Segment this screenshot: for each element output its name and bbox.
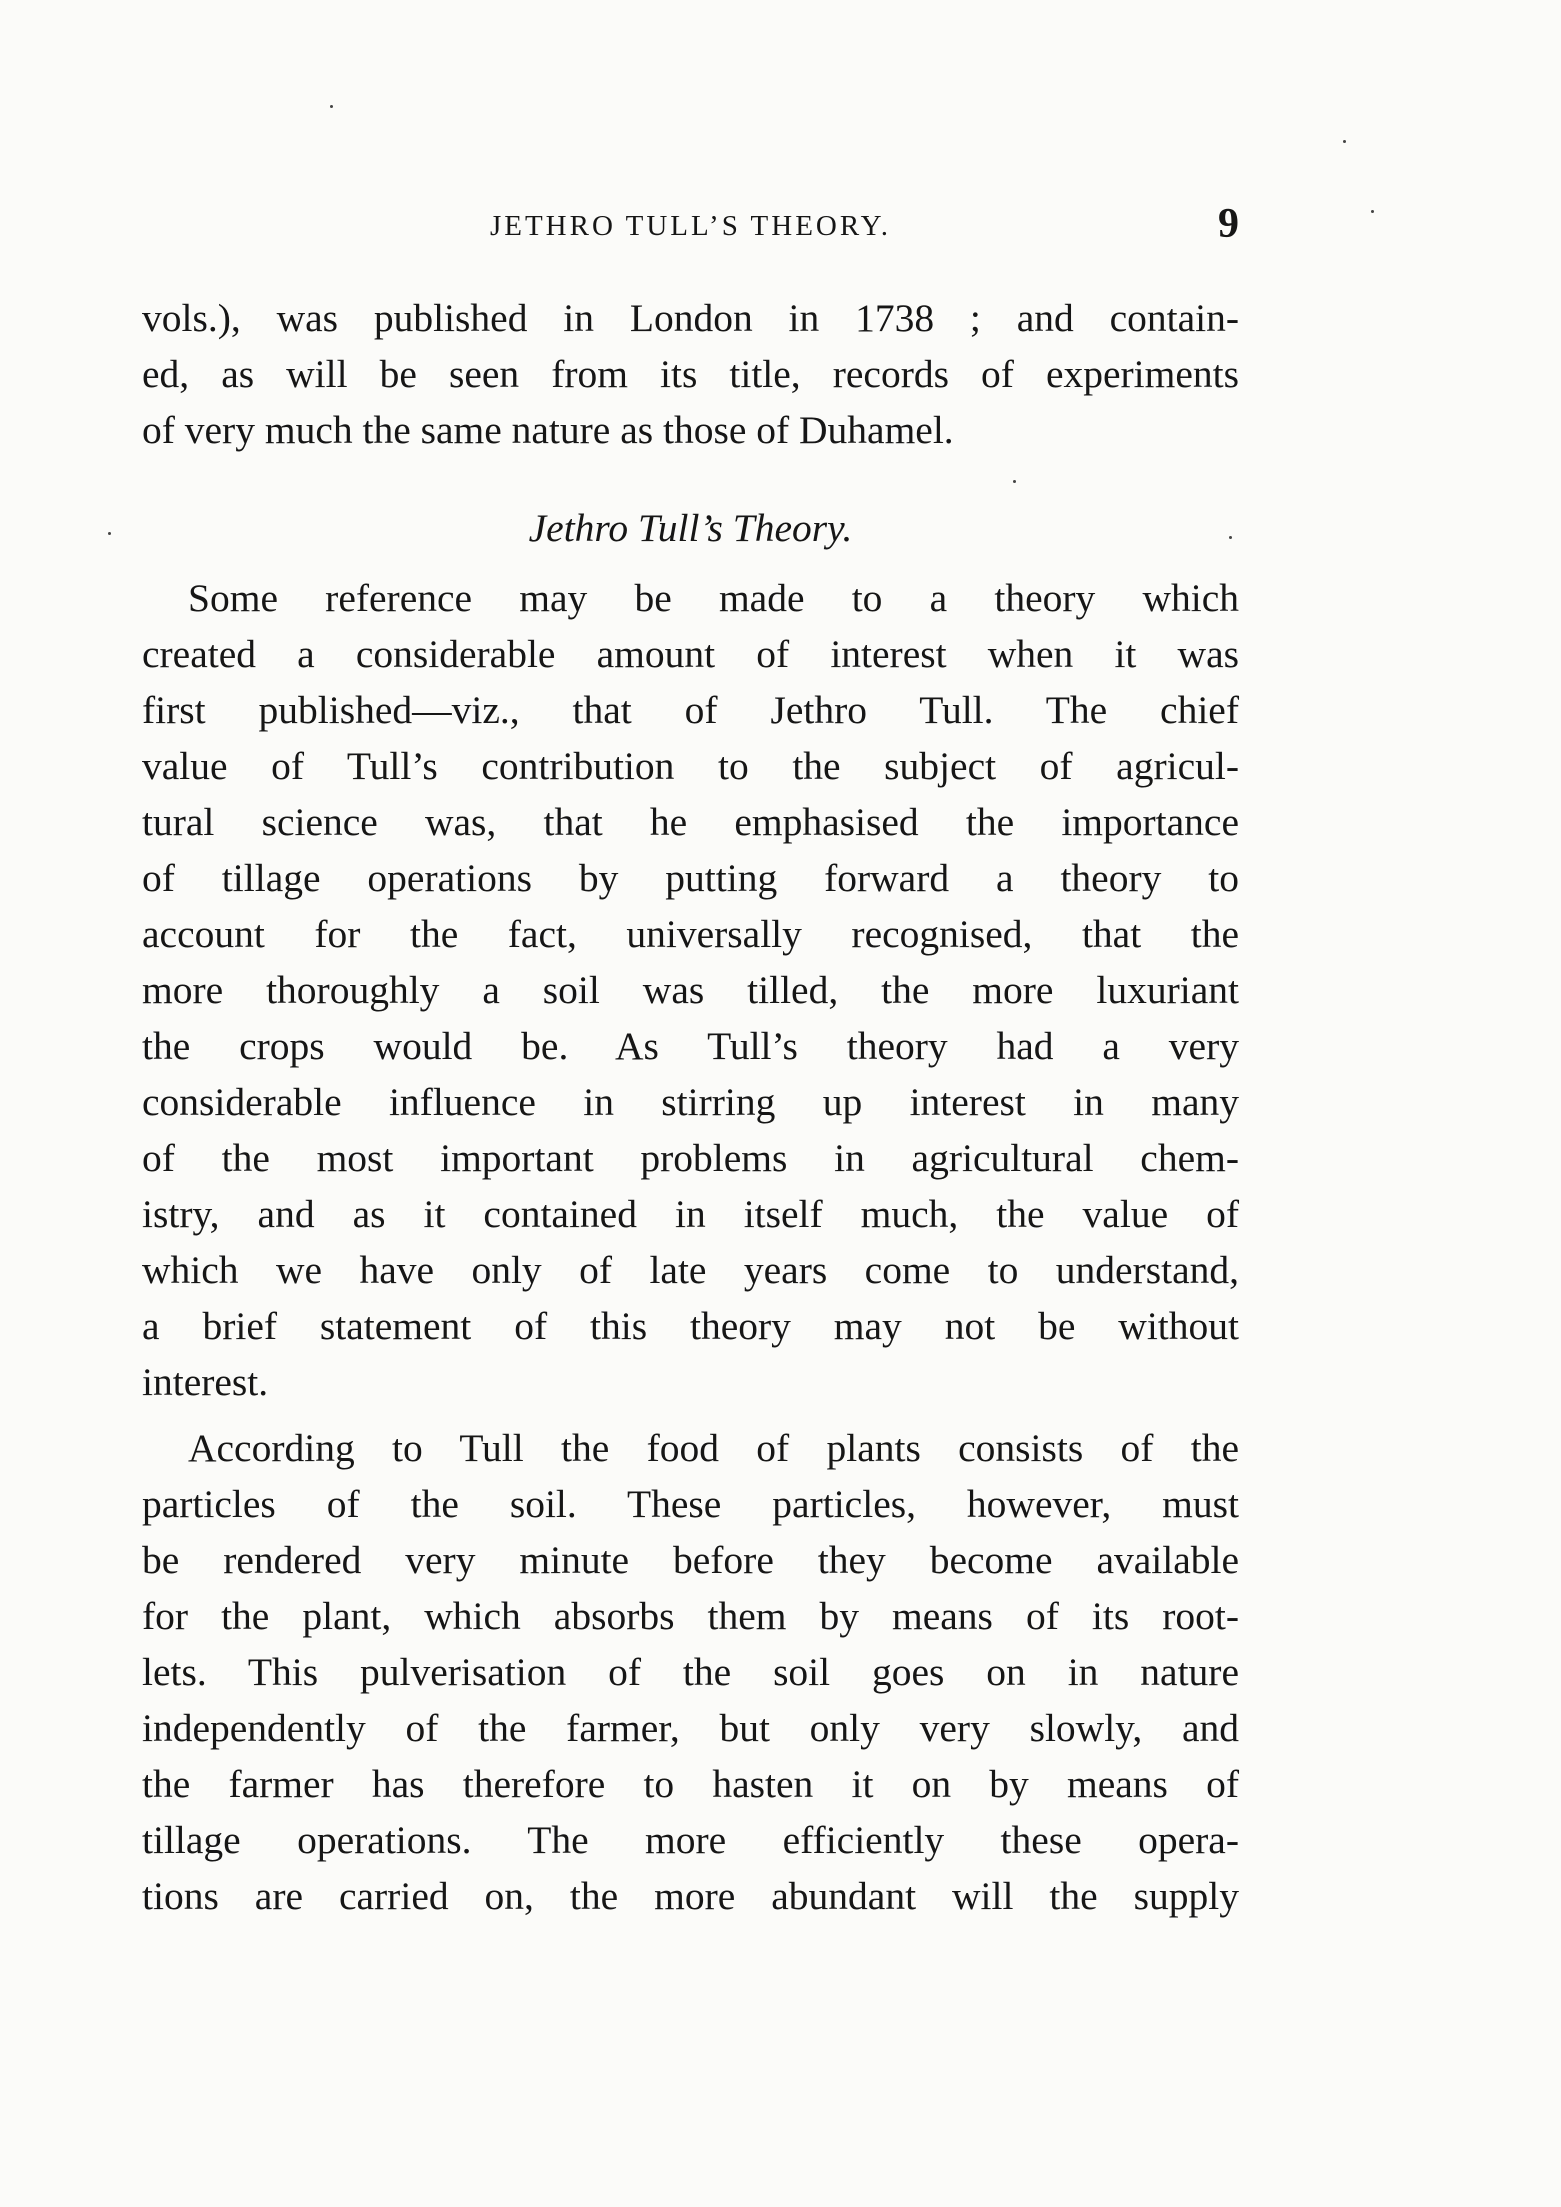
text-line: for the plant, which absorbs them by means of its root- bbox=[142, 1594, 1239, 1638]
scan-speck bbox=[1371, 210, 1374, 213]
scan-speck bbox=[1343, 140, 1346, 143]
text-line: of very much the same nature as those of Duhamel. bbox=[142, 408, 954, 452]
running-head bbox=[142, 200, 1239, 252]
running-title: JETHRO TULL’S THEORY. bbox=[489, 210, 892, 242]
scan-speck bbox=[1013, 480, 1016, 483]
text-line: a brief statement of this theory may not be without bbox=[142, 1304, 1239, 1348]
text-line: istry, and as it contained in itself much, the value of bbox=[142, 1192, 1239, 1236]
scan-speck bbox=[1229, 536, 1232, 539]
text-line: of tillage operations by putting forward a theory to bbox=[142, 856, 1239, 900]
text-line: of the most important problems in agricultural chem- bbox=[142, 1136, 1239, 1180]
text-line: be rendered very minute before they become available bbox=[142, 1538, 1239, 1582]
text-line: vols.), was published in London in 1738 ; and contain- bbox=[142, 296, 1239, 340]
text-line: independently of the farmer, but only very slowly, and bbox=[142, 1706, 1239, 1750]
scan-speck bbox=[330, 105, 333, 108]
text-line: created a considerable amount of interest when it was bbox=[142, 632, 1239, 676]
text-line: more thoroughly a soil was tilled, the more luxuriant bbox=[142, 968, 1239, 1012]
text-line: account for the fact, universally recognised, that the bbox=[142, 912, 1239, 956]
text-line: the crops would be. As Tull’s theory had a very bbox=[142, 1024, 1239, 1068]
text-line: particles of the soil. These particles, however, must bbox=[142, 1482, 1239, 1526]
text-line: tillage operations. The more efficiently these opera- bbox=[142, 1818, 1239, 1862]
text-line: tural science was, that he emphasised the importance bbox=[142, 800, 1239, 844]
page-number: 9 bbox=[1218, 201, 1239, 247]
text-line: the farmer has therefore to hasten it on by means of bbox=[142, 1762, 1239, 1806]
text-line: ed, as will be seen from its title, records of experiments bbox=[142, 352, 1239, 396]
text-line: According to Tull the food of plants consists of the bbox=[188, 1426, 1239, 1470]
text-line: tions are carried on, the more abundant will the supply bbox=[142, 1874, 1239, 1918]
section-heading: Jethro Tull’s Theory. bbox=[528, 506, 853, 550]
scan-speck bbox=[108, 532, 111, 535]
text-line: value of Tull’s contribution to the subject of agricul- bbox=[142, 744, 1239, 788]
text-line: first published—viz., that of Jethro Tull. The chief bbox=[142, 688, 1239, 732]
text-line: interest. bbox=[142, 1360, 269, 1404]
text-line: Some reference may be made to a theory which bbox=[188, 576, 1239, 620]
text-line: which we have only of late years come to understand, bbox=[142, 1248, 1239, 1292]
text-line: considerable influence in stirring up interest in many bbox=[142, 1080, 1239, 1124]
text-line: lets. This pulverisation of the soil goes on in nature bbox=[142, 1650, 1239, 1694]
